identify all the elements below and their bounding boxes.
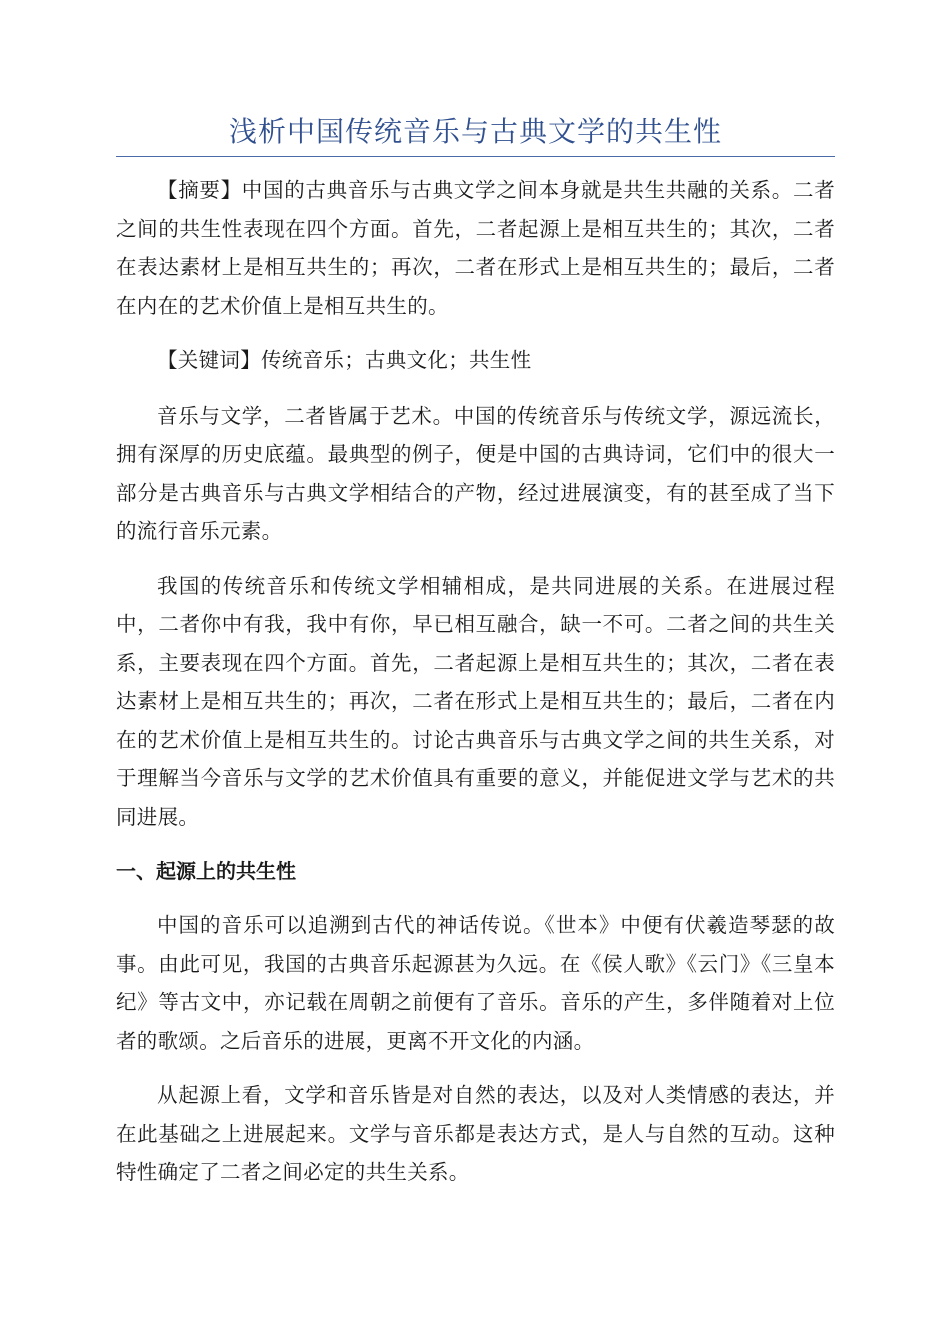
document-page	[116, 112, 835, 1208]
section-heading: 一、起源上的共生性	[116, 859, 296, 883]
section-paragraph: 从起源上看，文学和音乐皆是对自然的表达，以及对人类情感的表达，并在此基础之上进展起来。文学与音乐都是表达方式，是人与自然的互动。这种特性确定了二者之间必定的共生关系。	[116, 1083, 835, 1184]
body-paragraph: 我国的传统音乐和传统文学相辅相成，是共同进展的关系。在进展过程中，二者你中有我，我中有你，早已相互融合，缺一不可。二者之间的共生关系，主要表现在四个方面。首先，二者起源上是相互共生的；其次，二者在表达素材上是相互共生的；再次，二者在形式上是相互共生的；最后，二者在内在的艺术价值上是相互共生的。讨论古典音乐与古典文学之间的共生关系，对于理解当今音乐与文学的艺术价值具有重要的意义，并能促进文学与艺术的共同进展。	[116, 573, 835, 829]
title-underline	[116, 156, 835, 157]
body-paragraph: 音乐与文学，二者皆属于艺术。中国的传统音乐与传统文学，源远流长，拥有深厚的历史底蕴。最典型的例子，便是中国的古典诗词，它们中的很大一部分是古典音乐与古典文学相结合的产物，经过进展演变，有的甚至成了当下的流行音乐元素。	[116, 403, 835, 543]
section-paragraph: 中国的音乐可以追溯到古代的神话传说。《世本》中便有伏羲造琴瑟的故事。由此可见，我国的古典音乐起源甚为久远。在《侯人歌》《云门》《三皇本纪》等古文中，亦记载在周朝之前便有了音乐。音乐的产生，多伴随着对上位者的歌颂。之后音乐的进展，更离不开文化的内涵。	[116, 913, 835, 1053]
abstract-paragraph: 【摘要】中国的古典音乐与古典文学之间本身就是共生共融的关系。二者之间的共生性表现在四个方面。首先，二者起源上是相互共生的；其次，二者在表达素材上是相互共生的；再次，二者在形式上是相互共生的；最后，二者在内在的艺术价值上是相互共生的。	[116, 178, 835, 318]
document-title: 浅析中国传统音乐与古典文学的共生性	[228, 115, 722, 148]
keywords-paragraph: 【关键词】传统音乐；古典文化；共生性	[157, 348, 532, 372]
